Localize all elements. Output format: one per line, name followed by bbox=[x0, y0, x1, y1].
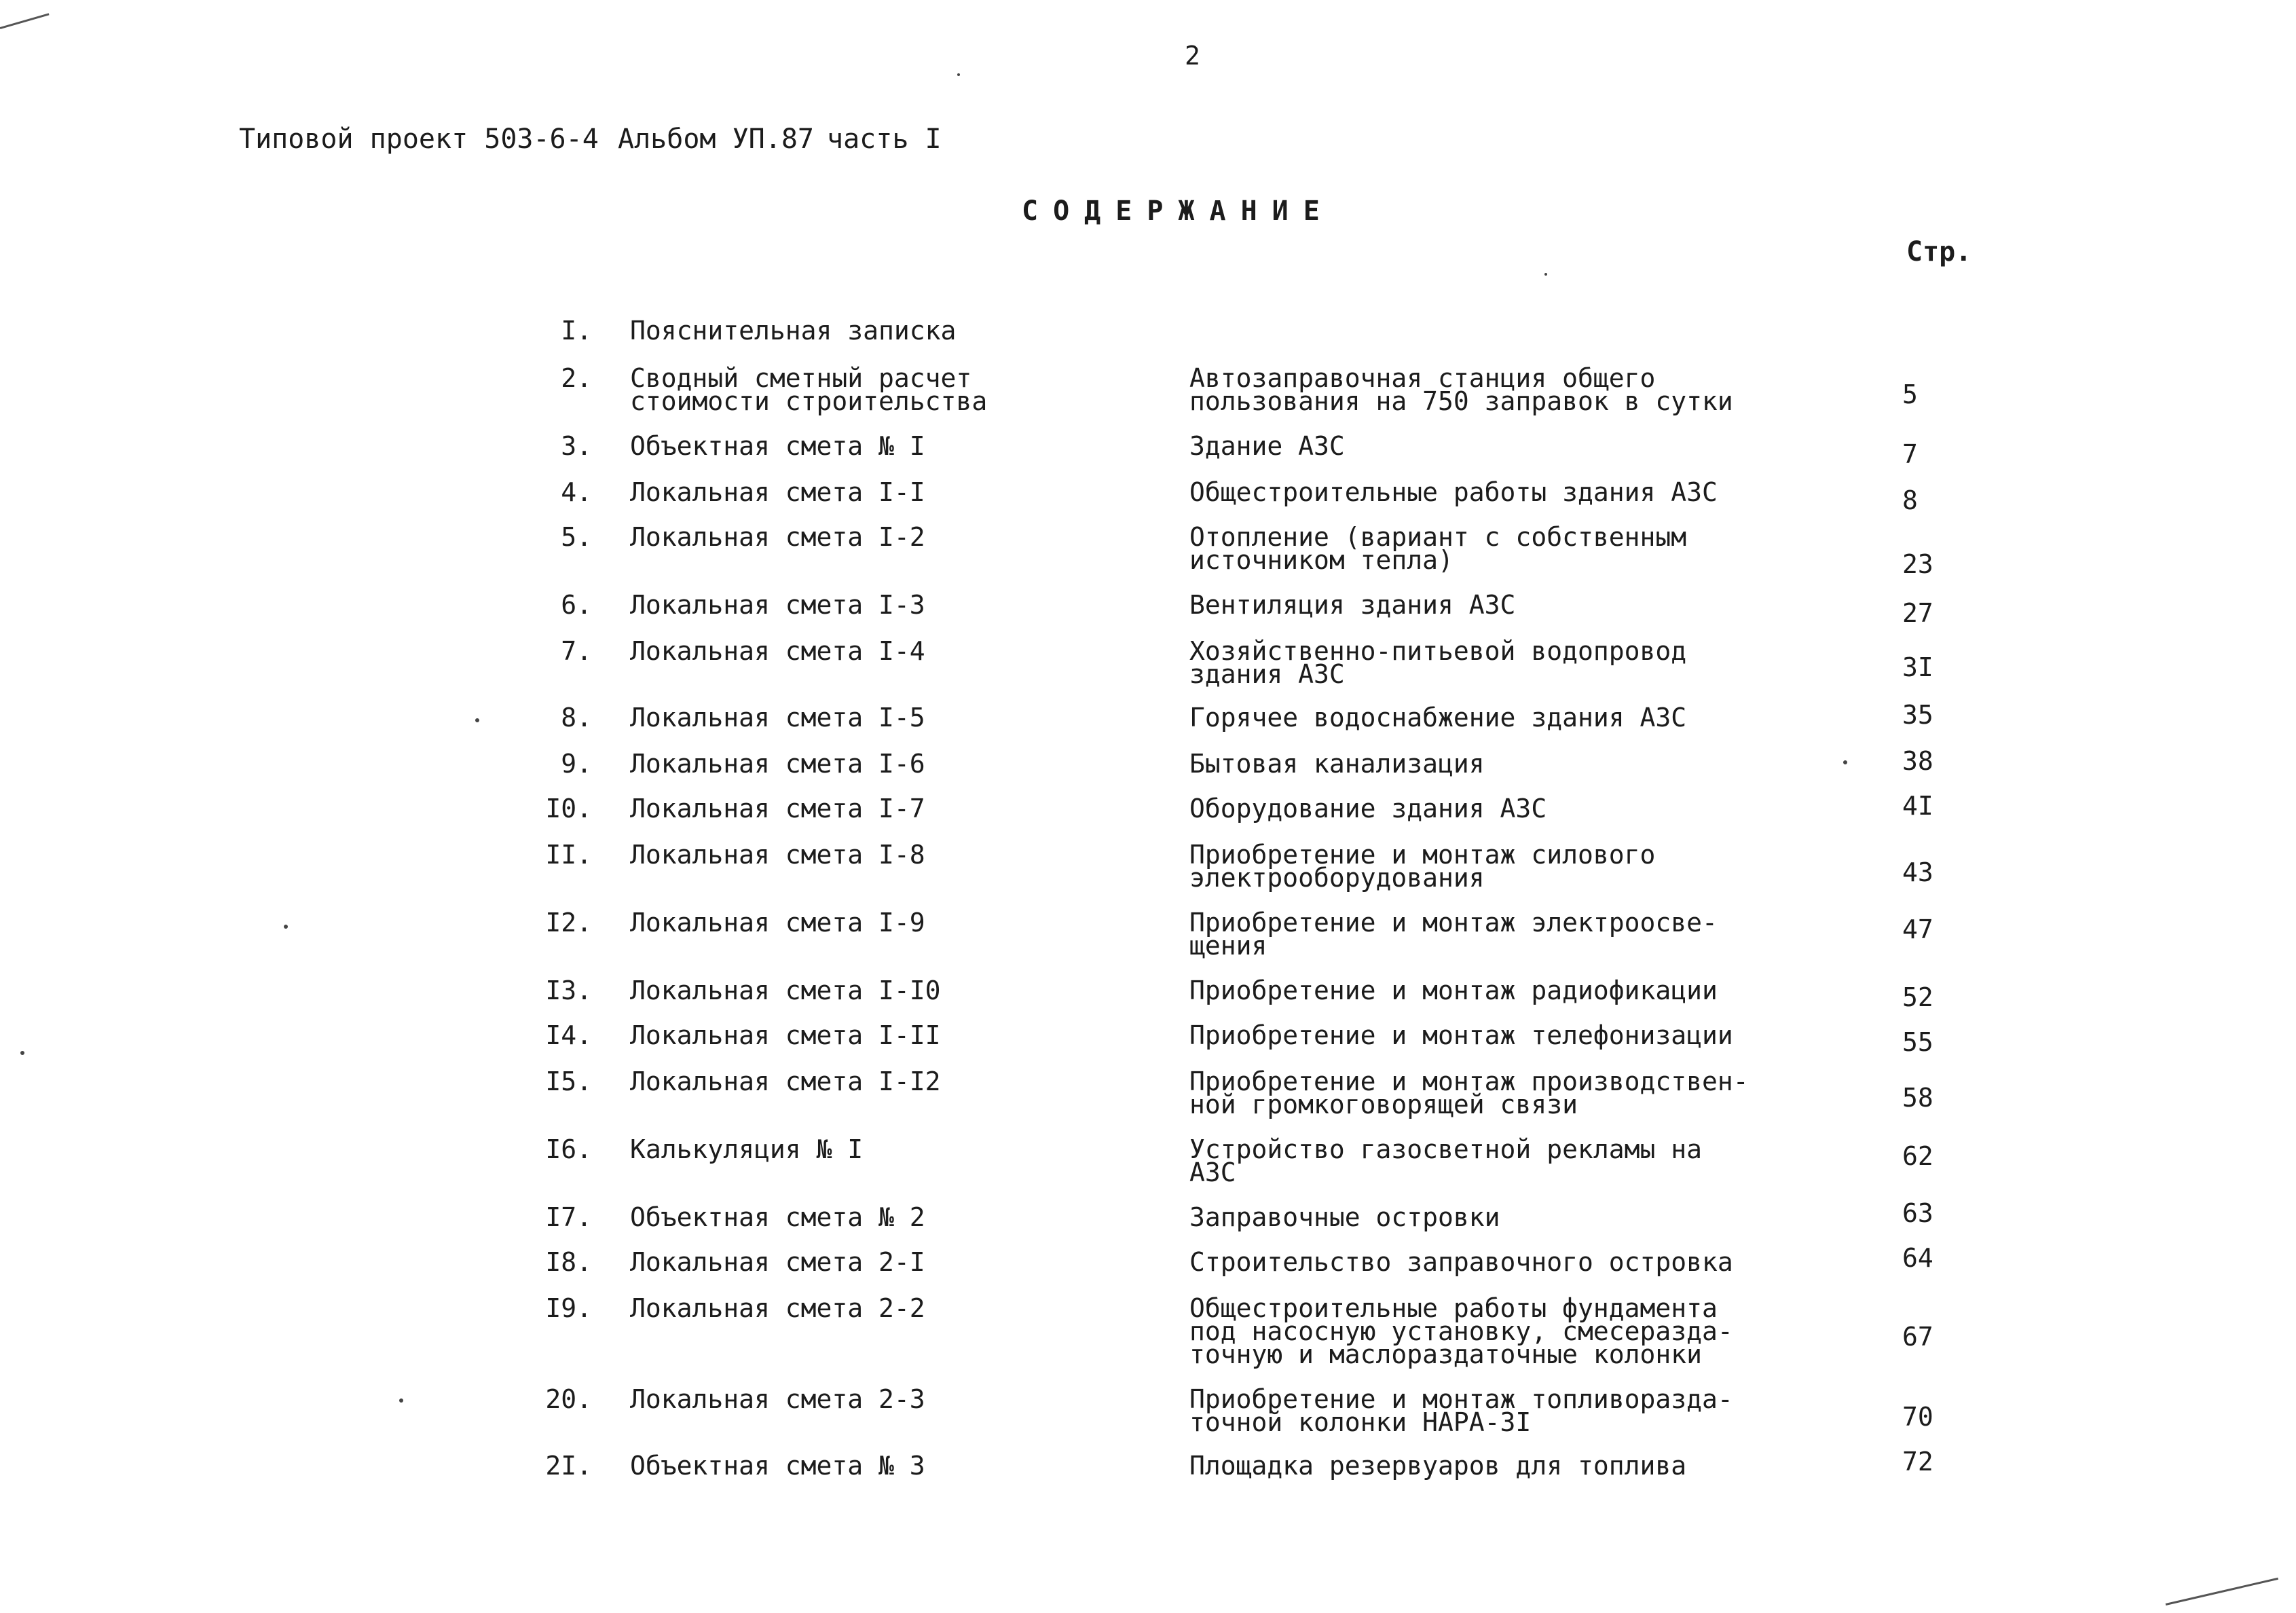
toc-item: Локальная смета I-5 bbox=[630, 703, 925, 733]
toc-page: 64 bbox=[1902, 1243, 1933, 1273]
toc-page: 43 bbox=[1902, 857, 1933, 887]
document-title: СОДЕРЖАНИЕ bbox=[1022, 196, 1335, 227]
toc-description: Площадка резервуаров для топлива bbox=[1189, 1451, 1687, 1481]
toc-item: Локальная смета I-7 bbox=[630, 794, 925, 823]
toc-description: Приобретение и монтаж производствен- ной громкоговорящей связи bbox=[1189, 1067, 1749, 1119]
toc-description: Приобретение и монтаж силового электрооборудования bbox=[1189, 840, 1656, 893]
toc-item: Локальная смета 2-3 bbox=[630, 1384, 925, 1414]
toc-description: Здание АЗС bbox=[1189, 431, 1345, 461]
toc-item: Локальная смета I-I0 bbox=[630, 976, 941, 1005]
toc-number: 3. bbox=[561, 431, 592, 461]
toc-page: 38 bbox=[1902, 746, 1933, 776]
toc-item: Объектная смета № I bbox=[630, 431, 925, 461]
toc-number: I7. bbox=[545, 1202, 592, 1232]
toc-item: Локальная смета I-II bbox=[630, 1020, 941, 1050]
toc-page: 55 bbox=[1902, 1027, 1933, 1057]
toc-description: Горячее водоснабжение здания АЗС bbox=[1189, 703, 1687, 733]
toc-page: 72 bbox=[1902, 1447, 1933, 1477]
toc-page: 27 bbox=[1902, 598, 1933, 628]
toc-number: 8. bbox=[561, 703, 592, 733]
toc-number: 6. bbox=[561, 590, 592, 620]
toc-description: Бытовая канализация bbox=[1189, 749, 1485, 779]
toc-number: I9. bbox=[545, 1293, 592, 1323]
scan-speck bbox=[475, 718, 479, 722]
page-column-header: Стр. bbox=[1906, 236, 1972, 267]
toc-item: Объектная смета № 3 bbox=[630, 1451, 925, 1481]
toc-item: Локальная смета I-9 bbox=[630, 908, 925, 938]
album-label: Альбом УП.87 bbox=[618, 124, 814, 155]
part-label: часть I bbox=[827, 124, 942, 155]
scan-speck bbox=[399, 1398, 403, 1403]
toc-item: Локальная смета 2-2 bbox=[630, 1293, 925, 1323]
toc-description: Автозаправочная станция общего пользования на 750 заправок в сутки bbox=[1189, 363, 1733, 416]
toc-page: 58 bbox=[1902, 1083, 1933, 1113]
toc-number: 9. bbox=[561, 749, 592, 779]
page-number: 2 bbox=[1185, 41, 1200, 71]
toc-number: I2. bbox=[545, 908, 592, 938]
scan-speck bbox=[1843, 760, 1847, 764]
toc-description: Устройство газосветной рекламы на АЗС bbox=[1189, 1134, 1702, 1187]
toc-page: 47 bbox=[1902, 914, 1933, 944]
scan-speck bbox=[1544, 273, 1547, 276]
toc-page: 70 bbox=[1902, 1402, 1933, 1432]
scan-speck bbox=[957, 73, 960, 76]
toc-page: 63 bbox=[1902, 1198, 1933, 1228]
toc-item: Локальная смета I-6 bbox=[630, 749, 925, 779]
toc-number: 2I. bbox=[545, 1451, 592, 1481]
toc-description: Хозяйственно-питьевой водопровод здания АЗС bbox=[1189, 636, 1687, 689]
toc-number: 2. bbox=[561, 363, 592, 393]
toc-description: Приобретение и монтаж радиофикации bbox=[1189, 976, 1718, 1005]
project-label: Типовой проект 503-6-4 bbox=[239, 124, 599, 155]
scan-corner-mark bbox=[2166, 1578, 2278, 1606]
toc-item: Локальная смета I-3 bbox=[630, 590, 925, 620]
toc-page: 8 bbox=[1902, 485, 1918, 515]
toc-number: I3. bbox=[545, 976, 592, 1005]
toc-description: Отопление (вариант с собственным источником тепла) bbox=[1189, 522, 1687, 575]
toc-number: I0. bbox=[545, 794, 592, 823]
toc-item: Сводный сметный расчет стоимости строительства bbox=[630, 363, 988, 416]
toc-description: Общестроительные работы фундамента под насосную установку, смесеразда- точную и маслораздаточные колонки bbox=[1189, 1293, 1733, 1369]
toc-page: 52 bbox=[1902, 982, 1933, 1012]
toc-item: Локальная смета I-I bbox=[630, 477, 925, 507]
toc-number: I4. bbox=[545, 1020, 592, 1050]
toc-number: 7. bbox=[561, 636, 592, 666]
toc-item: Объектная смета № 2 bbox=[630, 1202, 925, 1232]
scan-speck bbox=[20, 1051, 24, 1055]
scan-corner-mark bbox=[0, 13, 50, 29]
toc-number: 4. bbox=[561, 477, 592, 507]
toc-number: 5. bbox=[561, 522, 592, 552]
toc-page: 23 bbox=[1902, 549, 1933, 579]
toc-number: II. bbox=[545, 840, 592, 870]
toc-item: Локальная смета I-8 bbox=[630, 840, 925, 870]
toc-description: Приобретение и монтаж электроосве- щения bbox=[1189, 908, 1718, 961]
toc-description: Приобретение и монтаж телефонизации bbox=[1189, 1020, 1733, 1050]
toc-page: 4I bbox=[1902, 791, 1933, 821]
toc-item: Локальная смета I-I2 bbox=[630, 1067, 941, 1096]
toc-item: Пояснительная записка bbox=[630, 316, 957, 346]
toc-item: Локальная смета I-2 bbox=[630, 522, 925, 552]
toc-page: 7 bbox=[1902, 439, 1918, 469]
toc-page: 62 bbox=[1902, 1141, 1933, 1171]
toc-page: 35 bbox=[1902, 700, 1933, 730]
toc-description: Общестроительные работы здания АЗС bbox=[1189, 477, 1718, 507]
toc-item: Локальная смета 2-I bbox=[630, 1247, 925, 1277]
toc-description: Вентиляция здания АЗС bbox=[1189, 590, 1516, 620]
toc-item: Калькуляция № I bbox=[630, 1134, 864, 1164]
toc-description: Оборудование здания АЗС bbox=[1189, 794, 1547, 823]
toc-item: Локальная смета I-4 bbox=[630, 636, 925, 666]
toc-page: 67 bbox=[1902, 1322, 1933, 1352]
toc-page: 5 bbox=[1902, 379, 1918, 409]
toc-number: I5. bbox=[545, 1067, 592, 1096]
toc-number: I8. bbox=[545, 1247, 592, 1277]
toc-description: Приобретение и монтаж топливоразда- точной колонки НАРА-3I bbox=[1189, 1384, 1733, 1437]
toc-description: Строительство заправочного островка bbox=[1189, 1247, 1733, 1277]
scan-speck bbox=[284, 925, 288, 929]
toc-number: I6. bbox=[545, 1134, 592, 1164]
toc-number: 20. bbox=[545, 1384, 592, 1414]
toc-number: I. bbox=[561, 316, 592, 346]
toc-description: Заправочные островки bbox=[1189, 1202, 1500, 1232]
toc-page: 3I bbox=[1902, 652, 1933, 682]
